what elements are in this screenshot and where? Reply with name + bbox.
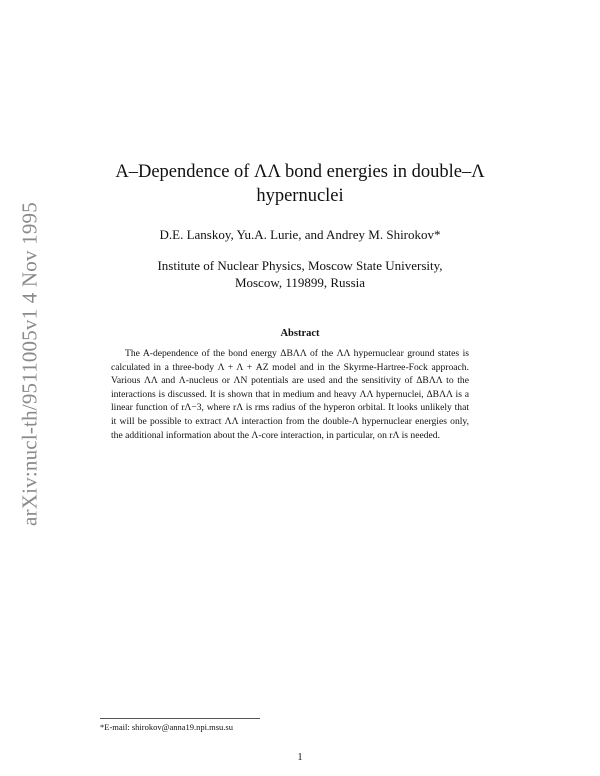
arxiv-identifier-stamp: arXiv:nucl-th/9511005v1 4 Nov 1995 — [17, 202, 42, 526]
paper-first-page — [100, 0, 500, 776]
page-number: 1 — [297, 752, 303, 763]
footnote-email: *E-mail: shirokov@anna19.npi.msu.su — [100, 722, 233, 732]
affiliation-line-1: Institute of Nuclear Physics, Moscow State University, — [157, 258, 443, 273]
title-line-1: A–Dependence of ΛΛ bond energies in double–Λ — [115, 162, 485, 182]
affiliation — [100, 257, 500, 291]
footnote-divider — [100, 718, 260, 719]
abstract-heading: Abstract — [280, 328, 320, 339]
paper-title — [100, 160, 500, 208]
author-list: D.E. Lanskoy, Yu.A. Lurie, and Andrey M. Shirokov* — [159, 227, 441, 242]
affiliation-line-2: Moscow, 119899, Russia — [234, 275, 366, 290]
title-line-2: hypernuclei — [256, 186, 344, 206]
abstract-text: The A-dependence of the bond energy ΔBΛΛ of the ΛΛ hypernuclear ground states is calculated in a three-body Λ + Λ + AZ model and in the Skyrme-Hartree-Fock approach. Various ΛΛ and Λ-nucleus or ΛN potentials are used and the sensitivity of ΔBΛΛ to the interactions is discussed. It is shown that in medium and heavy ΛΛ hypernuclei, ΔBΛΛ is a linear function of rΛ−3, where rΛ is rms radius of the hyperon orbital. It looks unlikely that it will be possible to extract ΛΛ interaction from the double-Λ hypernuclear energies only, the additional information about the Λ-core interaction, in particular, on rΛ is needed. — [111, 348, 469, 441]
